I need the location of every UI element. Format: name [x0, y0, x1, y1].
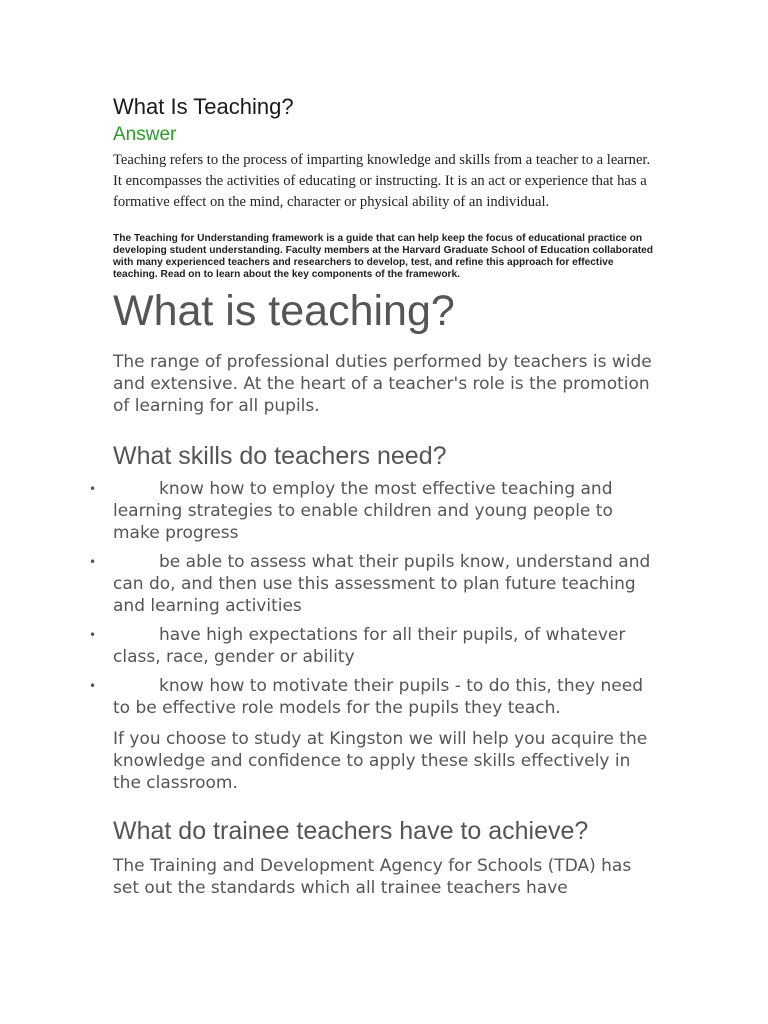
teaching-definition-paragraph: Teaching refers to the process of imparting knowledge and skills from a teacher to a learner. It encompasses the activities of educating or instructing. It is an act or experience that has a formative effect on the mind, character or physical ability of an individual.	[113, 152, 651, 210]
list-item	[89, 675, 658, 719]
skill-text: know how to motivate their pupils - to do this, they need to be effective role models for the pupils they teach.	[113, 676, 643, 718]
heading-what-is-teaching-large: What is teaching?	[113, 287, 455, 335]
skill-text: have high expectations for all their pupils, of whatever class, race, gender or ability	[113, 625, 626, 667]
intro-paragraph: The range of professional duties performed by teachers is wide and extensive. At the heart of a teacher's role is the promotion of learning for all pupils.	[113, 352, 652, 416]
skills-list	[89, 478, 658, 726]
answer-label: Answer	[113, 124, 177, 145]
list-item	[89, 624, 658, 668]
framework-paragraph: The Teaching for Understanding framework is a guide that can help keep the focus of educational practice on developing student understanding. Faculty members at the Harvard Graduate School of Education collaborated with many experienced teachers and researchers to develop, test, and refine this approach for effective teaching. Read on to learn about the key components of the framework.	[113, 233, 654, 280]
list-item	[89, 551, 658, 617]
achieve-heading: What do trainee teachers have to achieve?	[113, 817, 589, 845]
bullet-icon: •	[89, 482, 97, 496]
kingston-paragraph: If you choose to study at Kingston we will help you acquire the knowledge and confidence to apply these skills effectively in the classroom.	[113, 729, 648, 793]
list-item	[89, 478, 658, 544]
bullet-icon: •	[89, 555, 97, 569]
tda-paragraph: The Training and Development Agency for Schools (TDA) has set out the standards which all trainee teachers have	[113, 856, 632, 898]
bullet-icon: •	[89, 679, 97, 693]
skill-text: know how to employ the most effective teaching and learning strategies to enable children and young people to make progress	[113, 479, 613, 543]
bullet-icon: •	[89, 628, 97, 642]
skill-text: be able to assess what their pupils know, understand and can do, and then use this assessment to plan future teaching and learning activities	[113, 552, 651, 616]
skills-heading: What skills do teachers need?	[113, 442, 447, 470]
heading-what-is-teaching-small: What Is Teaching?	[113, 94, 294, 119]
